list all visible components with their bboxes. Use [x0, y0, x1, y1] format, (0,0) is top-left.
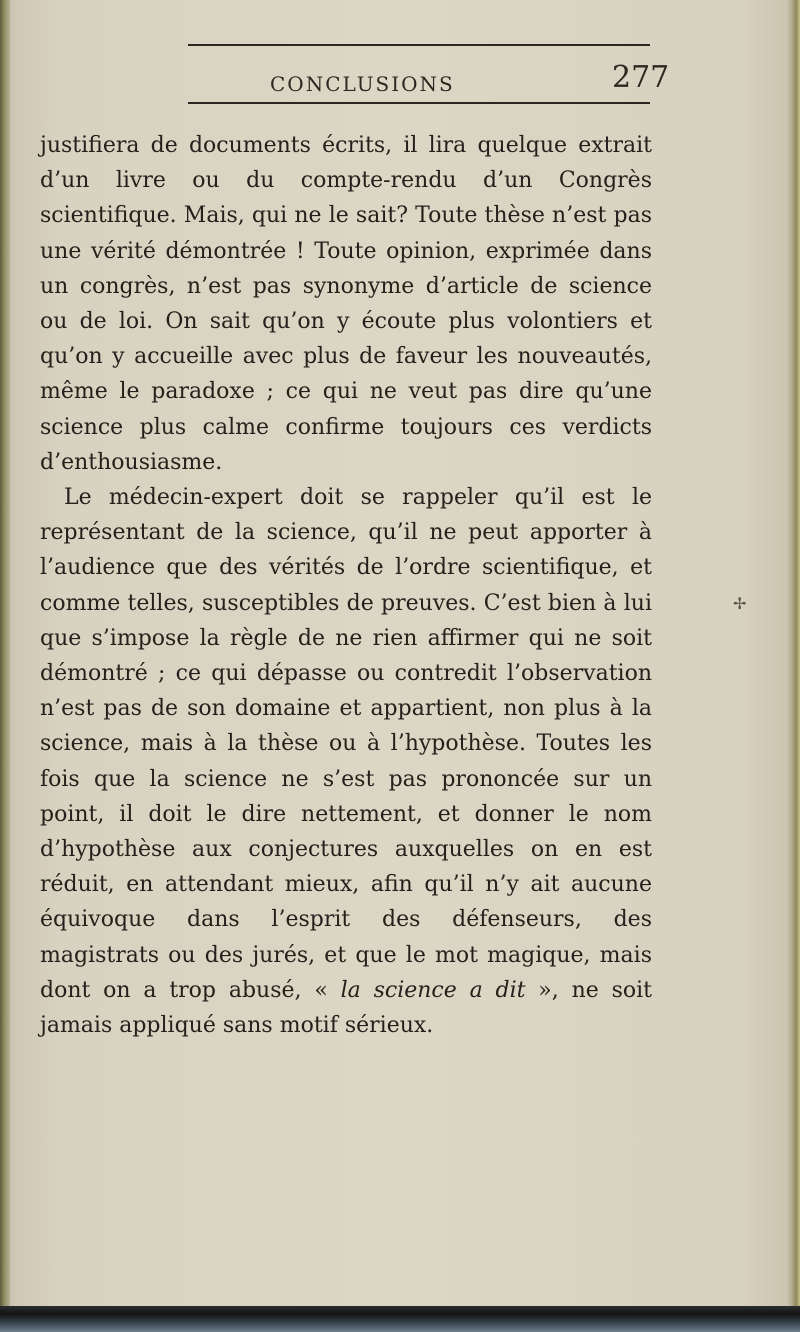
- right-page-edge: [786, 0, 800, 1310]
- header-rule-bottom: [188, 102, 650, 104]
- page-body-text: [40, 128, 652, 1043]
- italic-quote: la science a dit: [340, 977, 526, 1003]
- page-number: 277: [612, 60, 670, 95]
- bottom-shadow-strip: [0, 1306, 800, 1332]
- header-rule-top: [188, 44, 650, 46]
- left-page-edge: [0, 0, 10, 1310]
- paragraph-2-text-end: », ne soit jamais appliqué sans motif sérieux.: [40, 977, 652, 1039]
- paragraph-2-text-start: Le médecin-expert doit se rappeler qu’il est le représentant de la science, qu’il ne peut apporter à l’audience que des vérités de l’ordre scientifique, et comme telles, susceptibles de preuves. C’est bien à lui que s’impose la règle de ne rien affirmer qui ne soit démontré ; ce qui dépasse ou contredit l’observation n’est pas de son domaine et appartient, non plus à la science, mais à la thèse ou à l’hypothèse. Toutes les fois que la science ne s’est pas prononcée sur un point, il doit le dire nettement, et donner le nom d’hypothèse aux conjectures auxquelles on en est réduit, en attendant mieux, afin qu’il n’y ait aucune équivoque dans l’esprit des défenseurs, des magistrats ou des jurés, et que le mot magique, mais dont on a trop abusé, «: [40, 485, 652, 1003]
- paragraph-1: justifiera de documents écrits, il lira quelque extrait d’un livre ou du compte-rendu d’un Congrès scientifique. Mais, qui ne le sait? Toute thèse n’est pas une vérité démontrée ! Toute opinion, exprimée dans un congrès, n’est pas synonyme d’article de science ou de loi. On sait qu’on y écoute plus volontiers et qu’on y accueille avec plus de faveur les nouveautés, même le paradoxe ; ce qui ne veut pas dire qu’une science plus calme confirme toujours ces verdicts d’enthousiasme.: [40, 133, 652, 475]
- margin-mark: ✢: [733, 594, 747, 613]
- running-head: CONCLUSIONS: [270, 72, 455, 96]
- paragraph-2: [40, 480, 652, 1043]
